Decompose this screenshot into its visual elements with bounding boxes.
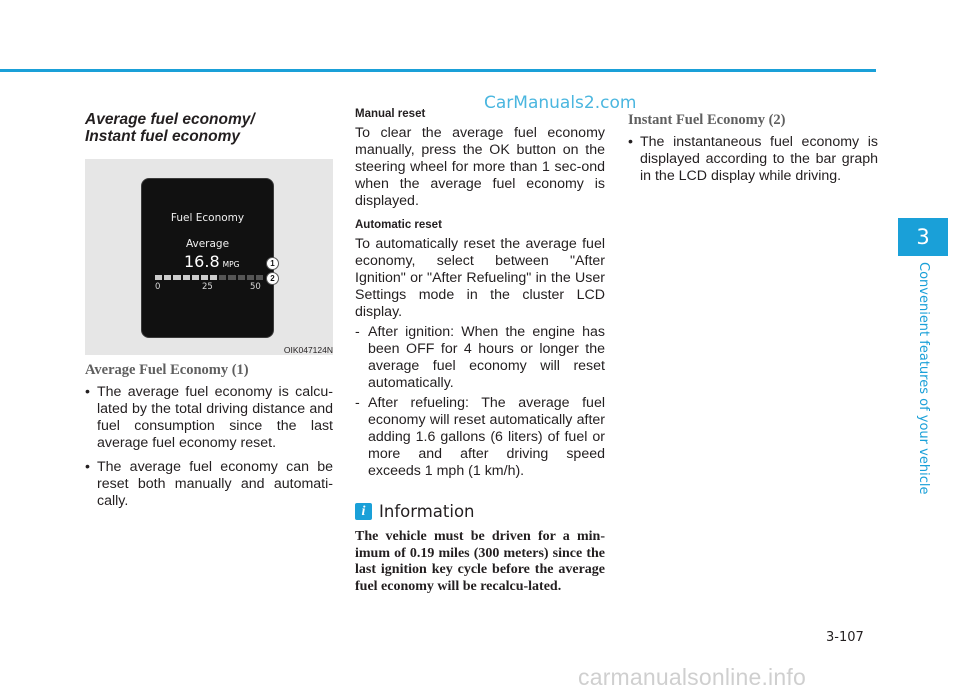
chapter-tab: 3: [898, 218, 948, 256]
left-column: [85, 108, 333, 510]
bar-segment: [247, 275, 254, 280]
section-title: [85, 111, 333, 145]
bottom-watermark: carmanualsonline.info: [578, 664, 806, 690]
information-body: The vehicle must be driven for a min-imum of 0.19 miles (300 meters) since the last ignition key cycle before the average fuel economy will be recalcu-lated.: [355, 529, 605, 594]
lcd-unit: MPG: [222, 260, 240, 269]
lcd-title: Fuel Economy: [170, 212, 245, 224]
page-number: 3-107: [826, 630, 864, 645]
manual-reset-heading: Manual reset: [355, 108, 426, 120]
lcd-ticks: [155, 282, 267, 292]
lcd-display: [141, 178, 274, 338]
tick-25: 25: [202, 282, 213, 292]
right-column: [628, 108, 878, 185]
information-label: Information: [379, 502, 475, 521]
section-title-line1: Average fuel economy/: [85, 111, 255, 128]
tick-50: 50: [250, 282, 261, 292]
information-icon: i: [355, 503, 372, 520]
lcd-value-number: 16.8: [184, 252, 220, 271]
bar-segment: [238, 275, 245, 280]
bar-segment: [164, 275, 171, 280]
lcd-value: [184, 252, 239, 271]
bar-segment: [210, 275, 217, 280]
subtitle-average: Average Fuel Economy (1): [85, 362, 249, 378]
chapter-label-text: Convenient features of your vehicle: [916, 262, 931, 495]
chapter-label: [916, 262, 939, 495]
figure-code: OIK047124N: [283, 345, 333, 355]
auto-reset-heading: Automatic reset: [355, 219, 442, 231]
middle-column: [355, 108, 605, 595]
callout-2: 2: [266, 272, 279, 285]
subtitle-instant: Instant Fuel Economy (2): [628, 112, 786, 128]
bar-segment: [173, 275, 180, 280]
section-title-line2: Instant fuel economy: [85, 128, 241, 145]
information-header: [355, 502, 605, 521]
bar-segment: [219, 275, 226, 280]
bullet-item: • The instantaneous fuel economy is displayed according to the bar graph in the LCD display while driving.: [628, 134, 878, 185]
dash-item: - After refueling: The average fuel economy will reset automatically after adding 1.6 gallons (6 liters) of fuel or more and after driving speed exceeds 1 mph (1 km/h).: [355, 395, 605, 480]
cluster-figure: [85, 159, 333, 355]
dash-item: - After ignition: When the engine has been OFF for 4 hours or longer the average fuel economy will reset automatically.: [355, 324, 605, 392]
bar-segment: [201, 275, 208, 280]
bullet-item: • The average fuel economy is calcu-lated by the total driving distance and fuel consumption since the last average fuel economy reset.: [85, 384, 333, 452]
tick-0: 0: [155, 282, 161, 292]
header-rule: [0, 69, 876, 72]
lcd-subtitle: Average: [185, 238, 230, 250]
bullet-item: • The average fuel economy can be reset both manually and automati-cally.: [85, 459, 333, 510]
bar-segment: [228, 275, 235, 280]
callout-1: 1: [266, 257, 279, 270]
bar-segment: [256, 275, 263, 280]
manual-reset-text: To clear the average fuel economy manually, press the OK button on the steering wheel for more than 1 sec-ond when the average fuel economy is displayed.: [355, 125, 605, 209]
bar-segment: [192, 275, 199, 280]
auto-reset-text: To automatically reset the average fuel economy, select between "After Ignition" or "After Refueling" in the User Settings mode in the cluster LCD display.: [355, 236, 605, 320]
watermark: CarManuals2.com: [484, 93, 637, 113]
lcd-bar-graph: [155, 275, 263, 280]
bar-segment: [155, 275, 162, 280]
bar-segment: [183, 275, 190, 280]
